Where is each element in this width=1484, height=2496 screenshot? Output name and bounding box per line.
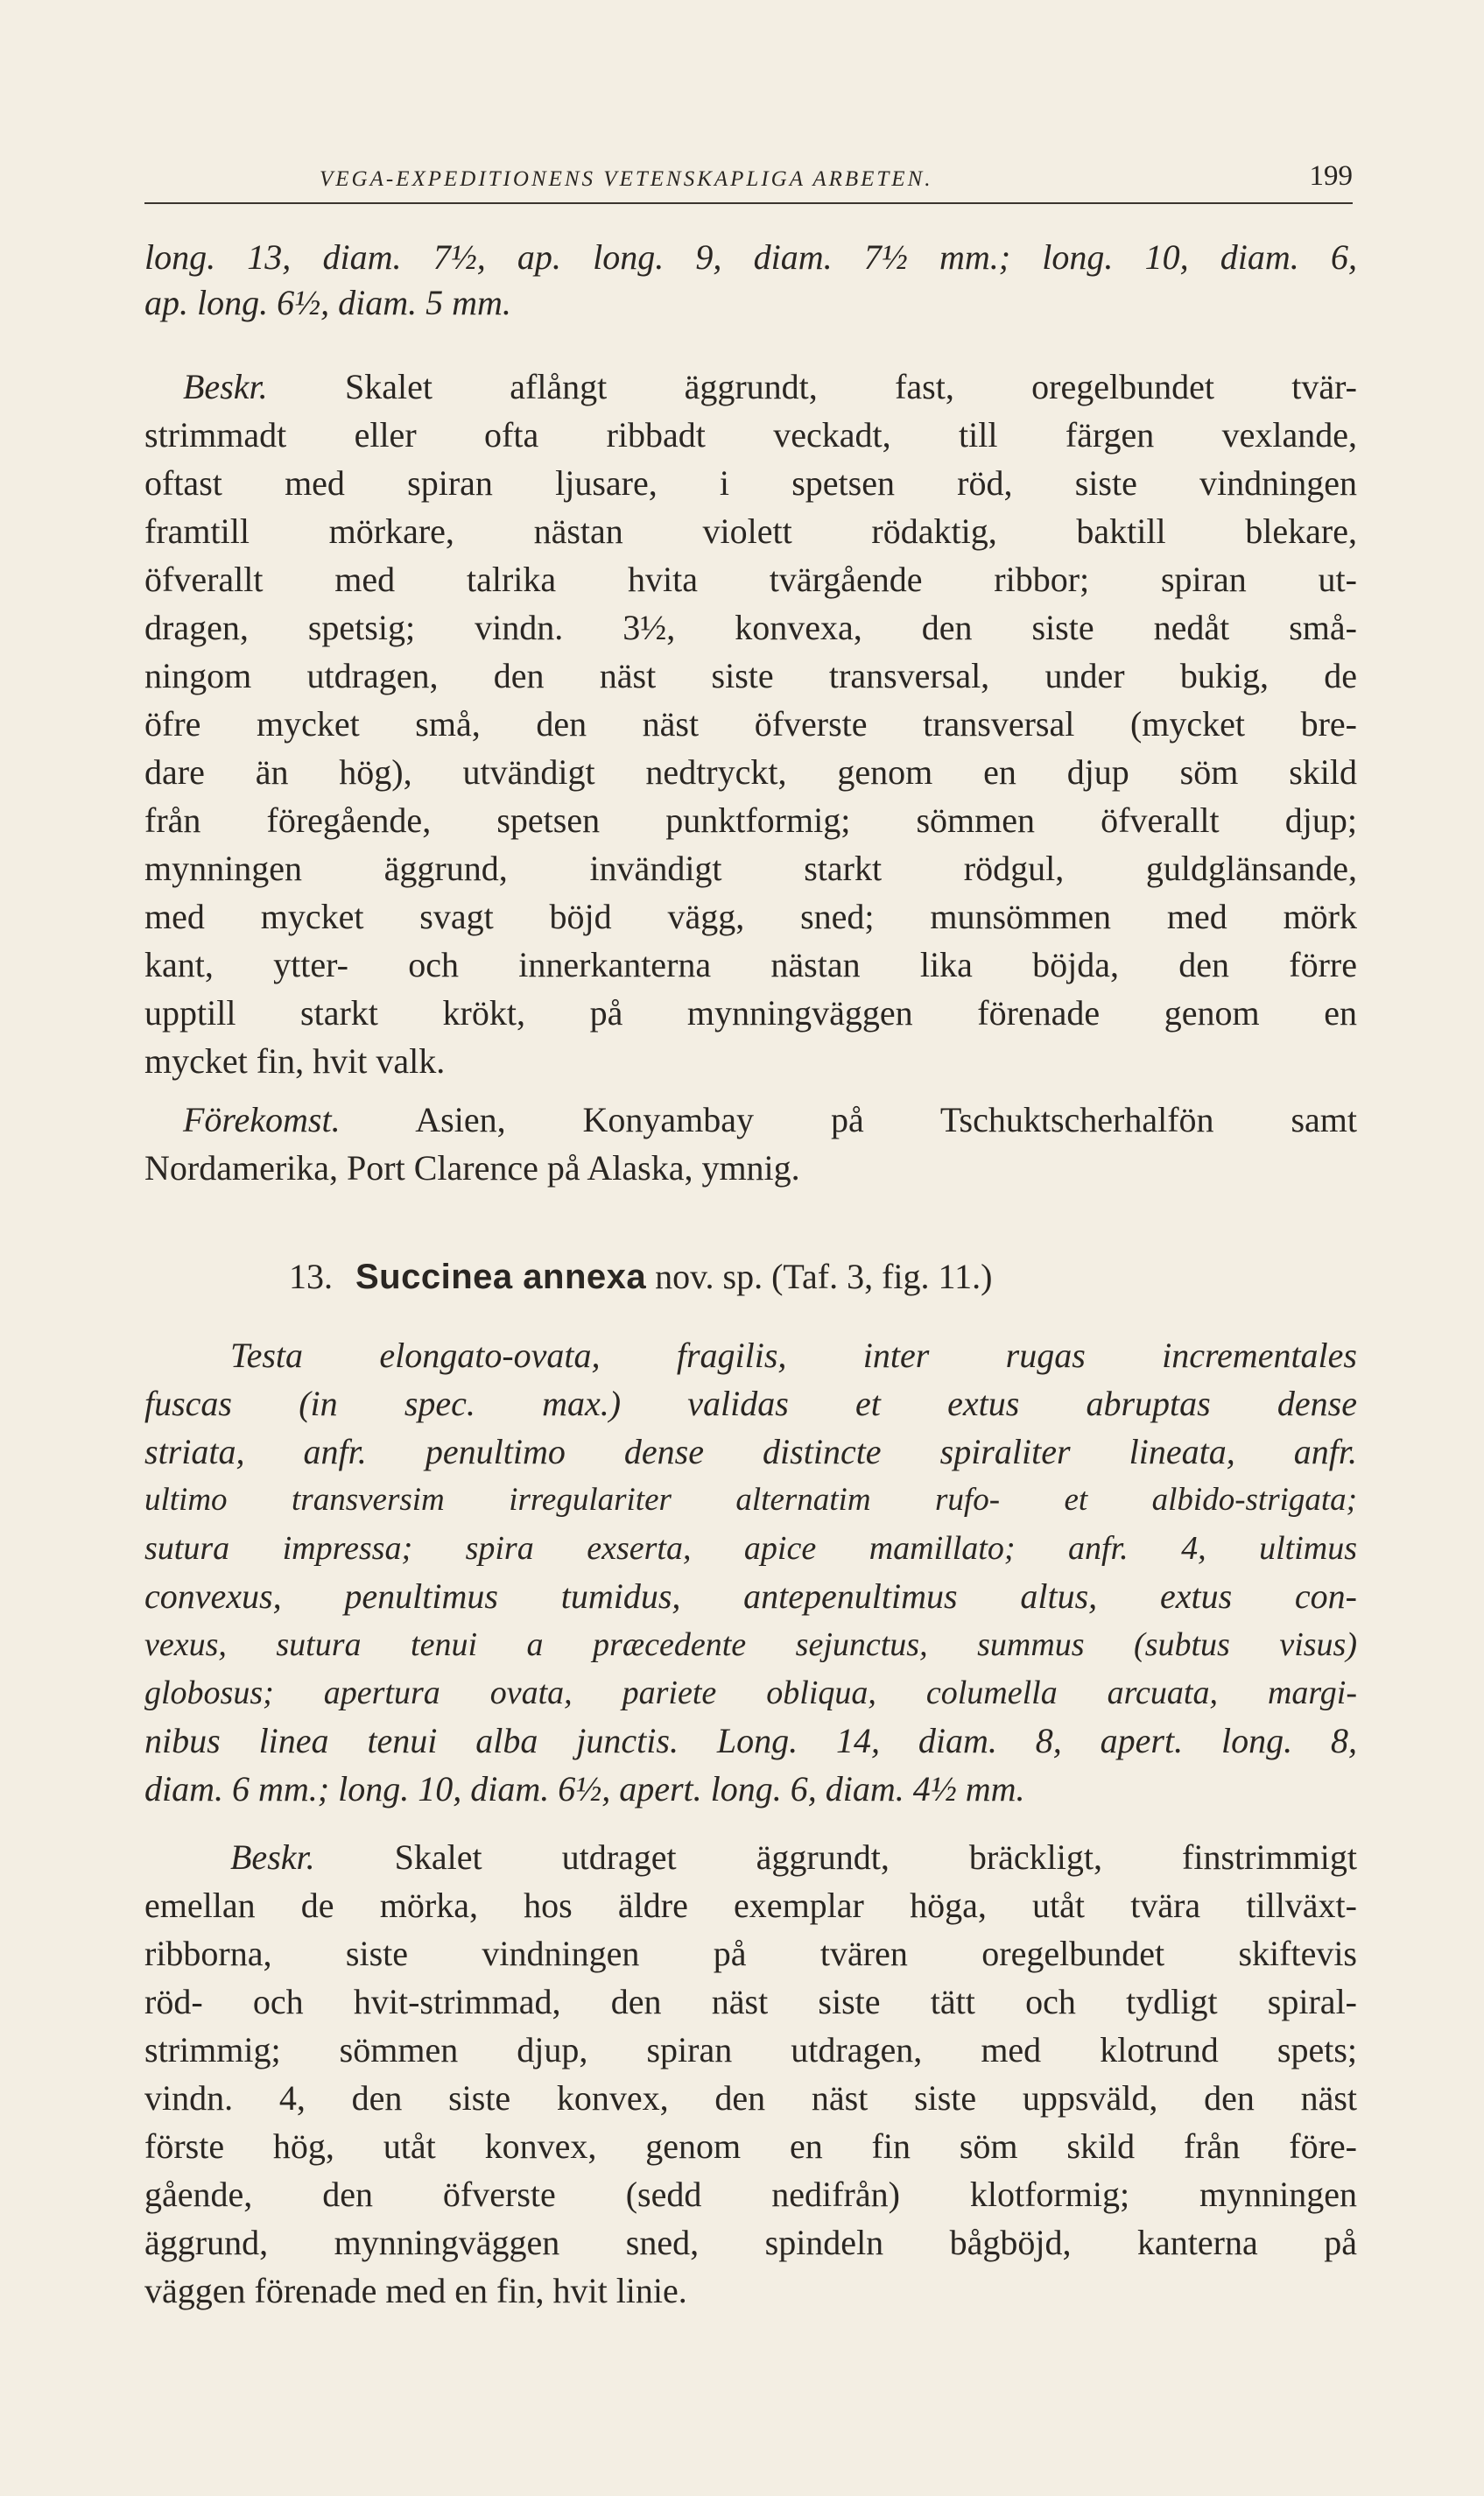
diagnosis-line: Testa elongato-ovata, fragilis, inter rugas incrementales: [230, 1336, 1357, 1375]
paragraph-line: mynningen äggrund, invändigt starkt rödgul, guldglänsande,: [144, 849, 1357, 888]
forekomst-label: Förekomst.: [183, 1100, 341, 1139]
paragraph-line: med mycket svagt böjd vägg, sned; munsömmen med mörk: [144, 897, 1357, 936]
diagnosis-line: ultimo transversim irregulariter alternatim rufo- et albido-strigata;: [144, 1482, 1357, 1518]
paragraph-line: vindn. 4, den siste konvex, den näst siste uppsväld, den näst: [144, 2078, 1357, 2118]
paragraph-line: förste hög, utåt konvex, genom en fin söm skild från före-: [144, 2126, 1357, 2166]
paragraph-line: väggen förenade med en fin, hvit linie.: [144, 2271, 687, 2310]
paragraph-line: strimmig; sömmen djup, spiran utdragen, med klotrund spets;: [144, 2030, 1357, 2069]
paragraph-line: dragen, spetsig; vindn. 3½, konvexa, den siste nedåt små-: [144, 608, 1357, 647]
species-name: Succinea annexa: [355, 1258, 647, 1296]
paragraph-first-line: [144, 1837, 1357, 1879]
diagnosis-line: convexus, penultimus tumidus, antepenultimus altus, extus con-: [144, 1576, 1357, 1616]
paragraph-line: från föregående, spetsen punktformig; sömmen öfverallt djup;: [144, 800, 1357, 840]
diagnosis-line: globosus; apertura ovata, pariete obliqua, columella arcuata, margi-: [144, 1675, 1357, 1711]
species-reference: nov. sp. (Taf. 3, fig. 11.): [655, 1257, 993, 1296]
paragraph-line: öfverallt med talrika hvita tvärgående ribbor; spiran ut-: [144, 560, 1357, 599]
paragraph-line: kant, ytter- och innerkanterna nästan lika böjda, den förre: [144, 945, 1357, 984]
page-header: [144, 160, 1353, 204]
paragraph-line: röd- och hvit-strimmad, den näst siste tätt och tydligt spiral-: [144, 1982, 1357, 2021]
paragraph-line: gående, den öfverste (sedd nedifrån) klotformig; mynningen: [144, 2175, 1357, 2214]
beskr-label: Beskr.: [183, 367, 268, 406]
paragraph-line: mycket fin, hvit valk.: [144, 1041, 446, 1081]
first-line-text: Skalet utdraget äggrundt, bräckligt, finstrimmigt: [394, 1837, 1358, 1877]
paragraph-first-line: [144, 366, 1357, 408]
diagnosis-line: striata, anfr. penultimo dense distincte spiraliter lineata, anfr.: [144, 1432, 1357, 1471]
paragraph-line: oftast med spiran ljusare, i spetsen röd, siste vindningen: [144, 463, 1357, 503]
paragraph-line: äggrund, mynningväggen sned, spindeln bågböjd, kanterna på: [144, 2223, 1357, 2262]
beskr-label: Beskr.: [230, 1837, 315, 1877]
paragraph-line: Nordamerika, Port Clarence på Alaska, ymnig.: [144, 1148, 800, 1188]
diagnosis-line: nibus linea tenui alba junctis. Long. 14, diam. 8, apert. long. 8,: [144, 1721, 1357, 1760]
paragraph-line: dare än hög), utvändigt nedtryckt, genom en djup söm skild: [144, 752, 1357, 792]
paragraph-first-line: [144, 1099, 1357, 1141]
paragraph-line: upptill starkt krökt, på mynningväggen förenade genom en: [144, 993, 1357, 1033]
species-heading: [289, 1256, 992, 1298]
paragraph-line: strimmadt eller ofta ribbadt veckadt, till färgen vexlande,: [144, 415, 1357, 455]
paragraph-line: emellan de mörka, hos äldre exemplar höga, utåt tvära tillväxt-: [144, 1886, 1357, 1925]
paragraph-line: öfre mycket små, den näst öfverste transversal (mycket bre-: [144, 704, 1357, 744]
running-title: VEGA-EXPEDITIONENS VETENSKAPLIGA ARBETEN.: [320, 167, 933, 191]
diagnosis-line: sutura impressa; spira exserta, apice mamillato; anfr. 4, ultimus: [144, 1530, 1357, 1567]
paragraph-line: framtill mörkare, nästan violett rödaktig, baktill blekare,: [144, 511, 1357, 551]
measurement-line: ap. long. 6½, diam. 5 mm.: [144, 283, 511, 322]
first-line-text: Skalet aflångt äggrundt, fast, oregelbundet tvär-: [344, 367, 1357, 406]
first-line-text: Asien, Konyambay på Tschuktscherhalfön samt: [415, 1100, 1357, 1139]
page-number: 199: [1309, 160, 1353, 192]
diagnosis-line: fuscas (in spec. max.) validas et extus abruptas dense: [144, 1384, 1357, 1423]
diagnosis-line: vexus, sutura tenui a præcedente sejunctus, summus (subtus visus): [144, 1626, 1357, 1663]
paragraph-line: ribborna, siste vindningen på tvären oregelbundet skiftevis: [144, 1934, 1357, 1973]
measurement-line: long. 13, diam. 7½, ap. long. 9, diam. 7½ mm.; long. 10, diam. 6,: [144, 237, 1357, 277]
diagnosis-line: diam. 6 mm.; long. 10, diam. 6½, apert. long. 6, diam. 4½ mm.: [144, 1769, 1025, 1809]
species-number: 13.: [289, 1257, 333, 1296]
paragraph-line: ningom utdragen, den näst siste transversal, under bukig, de: [144, 656, 1357, 695]
